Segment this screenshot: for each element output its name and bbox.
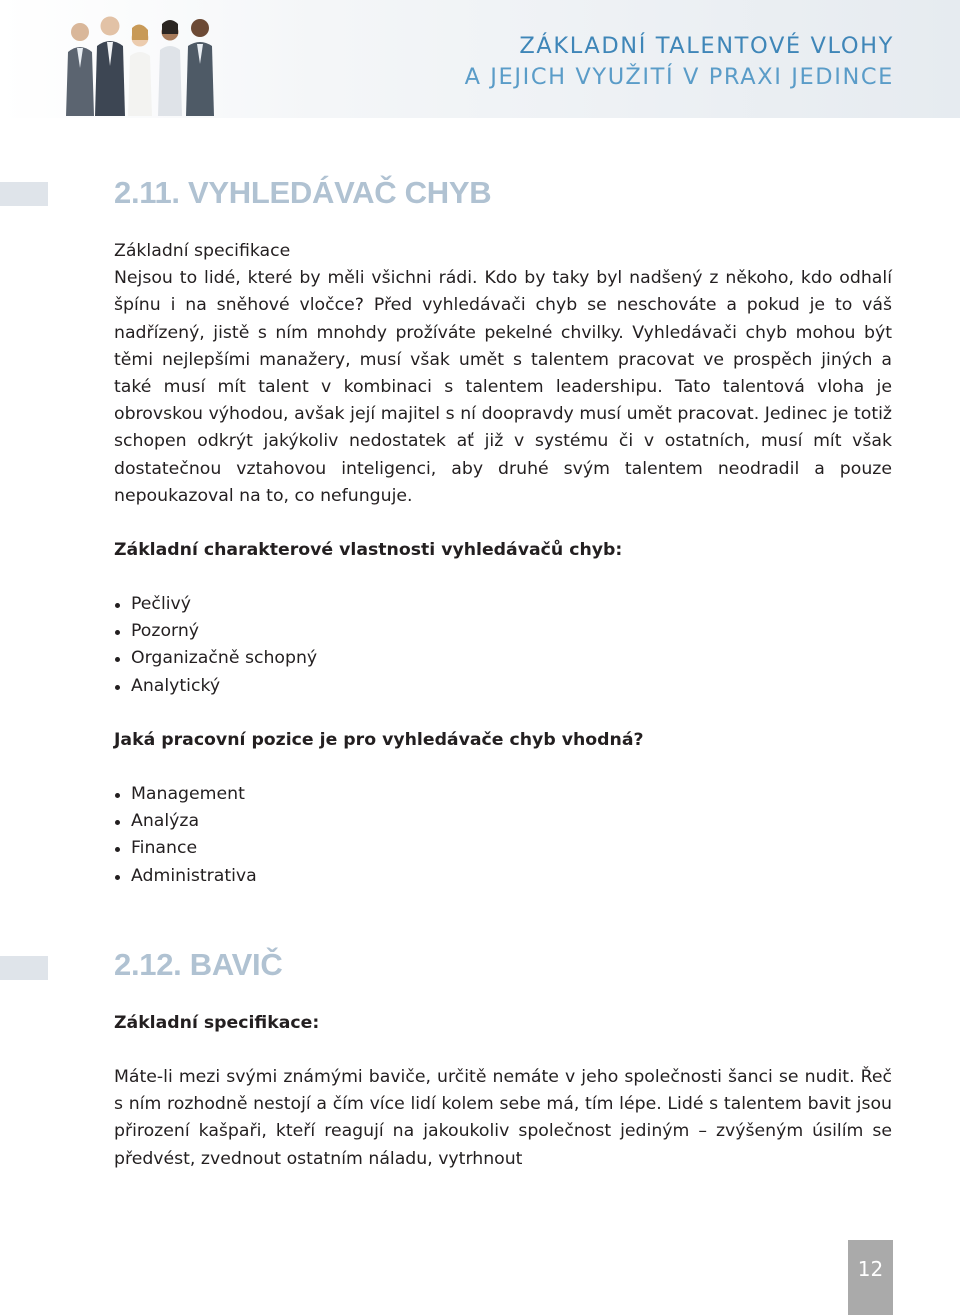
page-header bbox=[0, 0, 960, 118]
list-item: Analýza bbox=[114, 808, 892, 835]
list-item: Organizačně schopný bbox=[114, 645, 892, 672]
traits-heading: Základní charakterové vlastnosti vyhledávačů chyb: bbox=[114, 540, 623, 560]
section-heading-2-12: 2.12. BAVIČ bbox=[114, 947, 283, 982]
section-heading-2-11: 2.11. VYHLEDÁVAČ CHYB bbox=[114, 175, 492, 210]
page-number-box bbox=[848, 1240, 893, 1315]
positions-heading: Jaká pracovní pozice je pro vyhledávače chyb vhodná? bbox=[114, 730, 644, 750]
spec-label: Základní specifikace bbox=[114, 241, 291, 261]
traits-list bbox=[114, 591, 892, 700]
document-title-line1: ZÁKLADNÍ TALENTOVÉ VLOHY bbox=[519, 33, 894, 59]
list-item: Finance bbox=[114, 835, 892, 862]
section-body: Máte-li mezi svými známými baviče, určitě nemáte v jeho společnosti šanci se nudit. Řeč s ním rozhodně nestojí a čím více lidí kolem sebe má, tím lépe. Lidé s talentem bavit jsou přirození kašpaři, kteří reagují na jakoukoliv společnost jediným – zvýšeným úsilím se předvést, zvednout ostatním náladu, vytrhnout bbox=[114, 1067, 892, 1169]
section-body: Nejsou to lidé, které by měli všichni rádi. Kdo by taky byl nadšený z někoho, kdo odhalí špínu i na sněhové vločce? Před vyhledávači chyb se neschováte a pokud je to váš nadřízený, jistě s ním mnohdy prožíváte pekelné chvilky. Vyhledávači chyb mohou být těmi nejlepšími manažery, musí však umět s talentem pracovat ve prospěch jiných a také musí mít talent v kombinaci s talentem leadershipu. Tato talentová vloha je obrovskou výhodou, avšak její majitel s ní doopravdy musí umět pracovat. Jedinec je totiž schopen odkrýt jakýkoliv nedostatek ať již v systému či v ostatních, musí mít však dostatečnou vztahovou inteligenci, aby druhé svým talentem neodradil a pouze nepoukazoval na to, co nefunguje. bbox=[114, 268, 892, 506]
page-number: 12 bbox=[857, 1257, 884, 1281]
positions-list bbox=[114, 781, 892, 890]
list-item: Management bbox=[114, 781, 892, 808]
section-marker bbox=[0, 182, 48, 206]
list-item: Pečlivý bbox=[114, 591, 892, 618]
document-title-line2: A JEJICH VYUŽITÍ V PRAXI JEDINCE bbox=[464, 64, 894, 90]
section-marker bbox=[0, 956, 48, 980]
list-item: Pozorný bbox=[114, 618, 892, 645]
document-title bbox=[465, 31, 894, 93]
section-2-11-intro bbox=[114, 238, 892, 510]
spec-label-bold: Základní specifikace: bbox=[114, 1013, 320, 1033]
business-people-photo bbox=[60, 8, 220, 116]
list-item: Administrativa bbox=[114, 863, 892, 890]
list-item: Analytický bbox=[114, 673, 892, 700]
